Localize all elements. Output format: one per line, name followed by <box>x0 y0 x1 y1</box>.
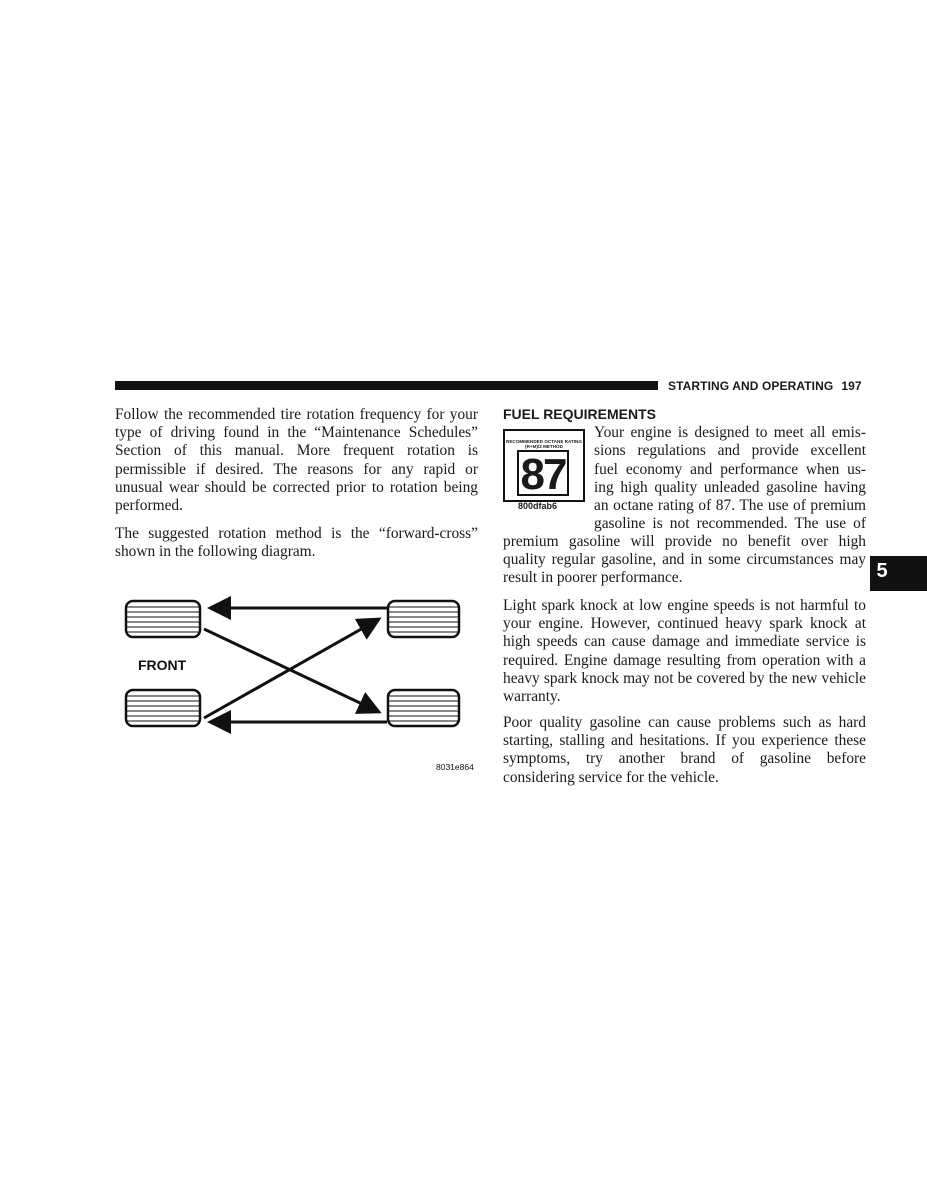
octane-figure-code: 800dfab6 <box>518 501 558 511</box>
tire-rotation-diagram <box>115 585 480 775</box>
fuel-paragraph-line: fuel economy and performance when us- <box>594 461 866 478</box>
octane-caption-line-1: RECOMMENDED OCTANE RATING <box>506 439 582 444</box>
front-label: FRONT <box>138 657 187 673</box>
octane-label-caption <box>505 439 583 449</box>
octane-number-box <box>517 450 569 499</box>
fuel-paragraph-line: ing high quality unleaded gasoline having <box>594 479 866 496</box>
fuel-paragraph-line: gasoline is not recommended. The use of <box>594 515 866 532</box>
fuel-paragraph-line: quality regular gasoline, and in some circumstances may <box>503 551 866 568</box>
section-title: STARTING AND OPERATING <box>668 379 834 393</box>
octane-number: 87 <box>520 450 566 499</box>
poor-gasoline-paragraph: Poor quality gasoline can cause problems such as hard starting, stalling and hesitations. If you experience these symptoms, try another brand of gasoline before considering service for the vehicle. <box>503 714 866 786</box>
fuel-paragraph-line: Your engine is designed to meet all emis- <box>594 424 866 441</box>
front-right-tire <box>126 690 200 726</box>
fuel-paragraph-line: premium gasoline will provide no benefit over high <box>503 533 866 550</box>
diagram-figure-code: 8031e864 <box>436 762 474 772</box>
arrow-front-right-to-rear-left <box>204 619 379 718</box>
page-number: 197 <box>841 379 862 393</box>
arrow-front-left-to-rear-right <box>204 629 379 712</box>
header-rule <box>115 381 658 390</box>
rear-left-tire <box>388 601 459 637</box>
rear-right-tire <box>388 690 459 726</box>
octane-caption-line-2: (R+M)/2 METHOD <box>525 444 563 449</box>
fuel-paragraph-line: sions regulations and provide excellent <box>594 442 866 459</box>
octane-rating-label <box>503 429 585 502</box>
chapter-number: 5 <box>876 560 888 582</box>
spark-knock-paragraph: Light spark knock at low engine speeds is not harmful to your engine. However, continued heavy spark knock at high speeds can cause damage and immediate service is required. Engine damage resulting from operation with a heavy spark knock may not be covered by the new vehicle warranty. <box>503 597 866 706</box>
tire-rotation-paragraph: Follow the recommended tire rotation frequency for your type of driving found in the “Maintenance Schedules” Section of this manual. More frequent rotation is permissible if desired. The reasons for any rapid or unusual wear should be corrected prior to rotation being performed. <box>115 406 478 515</box>
fuel-requirements-heading: FUEL REQUIREMENTS <box>503 406 656 422</box>
fuel-paragraph-line: an octane rating of 87. The use of premium <box>594 497 866 514</box>
chapter-tab <box>870 556 927 591</box>
front-left-tire <box>126 601 200 637</box>
running-header <box>668 379 862 393</box>
rotation-method-paragraph: The suggested rotation method is the “forward-cross” shown in the following diagram. <box>115 525 478 561</box>
fuel-paragraph-line: result in poorer performance. <box>503 569 683 586</box>
